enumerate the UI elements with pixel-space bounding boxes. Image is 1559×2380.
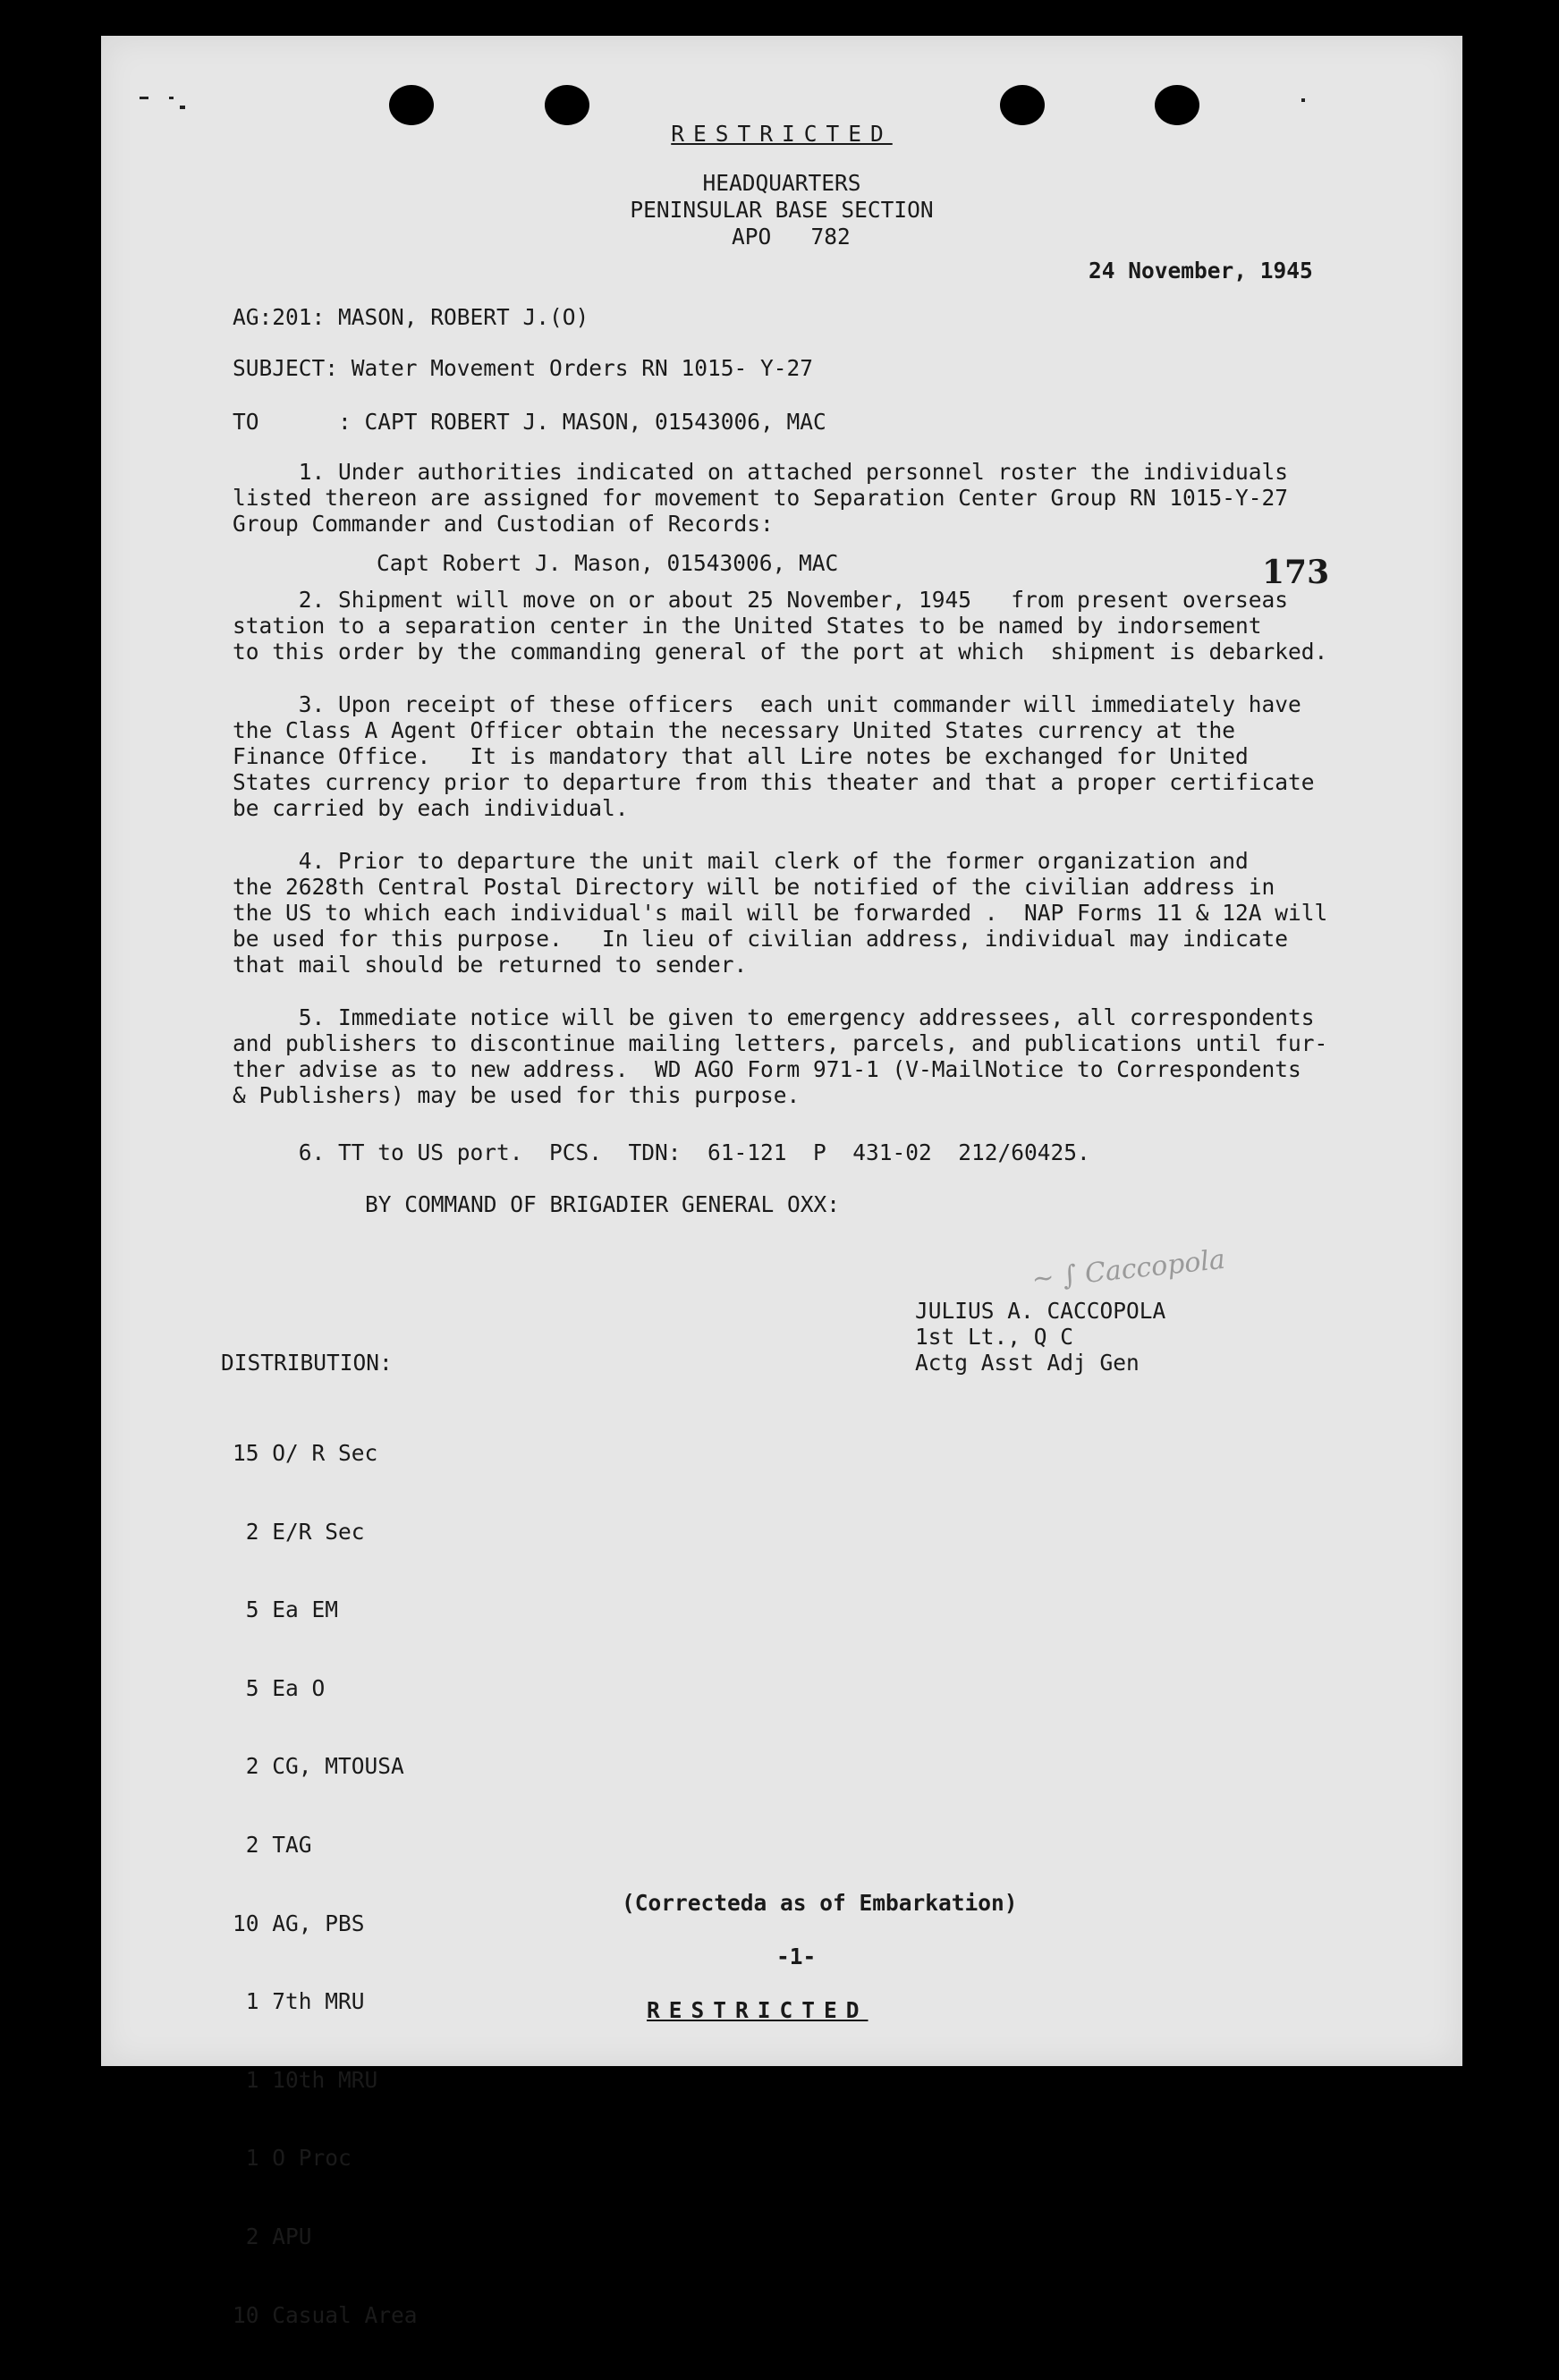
distribution-row: 2 E/R Sec bbox=[233, 1518, 365, 1545]
classification-top: RESTRICTED bbox=[671, 121, 893, 147]
punch-hole bbox=[389, 85, 434, 125]
paragraph-2-line: to this order by the commanding general of the port at which shipment is debarked. bbox=[233, 639, 1328, 665]
signer-title: Actg Asst Adj Gen bbox=[915, 1350, 1140, 1376]
paragraph-3-line: 3. Upon receipt of these officers each unit commander will immediately have bbox=[233, 691, 1301, 717]
speck bbox=[169, 97, 174, 99]
speck bbox=[140, 97, 148, 99]
paragraph-3-line: States currency prior to departure from this theater and that a proper certificate bbox=[233, 769, 1315, 795]
distribution-row: 1 7th MRU bbox=[233, 1988, 365, 2015]
correction-note: (Correctedа as of Embarkation) bbox=[622, 1890, 1018, 1916]
signer-name: JULIUS A. CACCOPOLA bbox=[915, 1298, 1166, 1324]
document-page bbox=[101, 36, 1462, 2328]
distribution-row: 2 CG, MTOUSA bbox=[233, 1753, 404, 1780]
punch-hole bbox=[1155, 85, 1199, 125]
punch-hole bbox=[545, 85, 589, 125]
speck bbox=[1301, 98, 1305, 102]
paragraph-6-line: 6. TT to US port. PCS. TDN: 61-121 P 431-02 212/60425. bbox=[233, 1139, 1090, 1165]
custodian-name: Capt Robert J. Mason, 01543006, MAC bbox=[377, 550, 839, 576]
header-line-3: APO 782 bbox=[732, 224, 851, 250]
distribution-row: 10 Casual Area bbox=[233, 2301, 418, 2328]
classification-bottom: RESTRICTED bbox=[647, 1997, 868, 2023]
header-line-1: HEADQUARTERS bbox=[702, 170, 861, 196]
distribution-heading: DISTRIBUTION: bbox=[221, 1350, 393, 1376]
paragraph-2-line: 2. Shipment will move on or about 25 November, 1945 from present overseas bbox=[233, 587, 1289, 613]
paragraph-4-line: the 2628th Central Postal Directory will be notified of the civilian address in bbox=[233, 874, 1275, 900]
distribution-row: 10 AG, PBS bbox=[233, 1910, 365, 1936]
ag-reference: AG:201: MASON, ROBERT J.(O) bbox=[233, 304, 589, 330]
page-stamp-number: 173 bbox=[1262, 554, 1330, 591]
to-line: TO : CAPT ROBERT J. MASON, 01543006, MAC bbox=[233, 409, 826, 435]
punch-hole bbox=[1000, 85, 1045, 125]
distribution-row: 2 TAG bbox=[233, 1831, 312, 1858]
distribution-list bbox=[233, 1388, 418, 2380]
command-line: BY COMMAND OF BRIGADIER GENERAL OXX: bbox=[365, 1191, 841, 1217]
paragraph-4-line: be used for this purpose. In lieu of civilian address, individual may indicate bbox=[233, 926, 1289, 952]
paragraph-1-line: Group Commander and Custodian of Records: bbox=[233, 511, 774, 537]
handwritten-signature: ~ ∫ ﻿Caccopola bbox=[1029, 1243, 1227, 1296]
paragraph-3-line: Finance Office. It is mandatory that all Lire notes be exchanged for United bbox=[233, 743, 1249, 769]
paragraph-3-line: be carried by each individual. bbox=[233, 795, 629, 821]
paragraph-4-line: 4. Prior to departure the unit mail clerk of the former organization and bbox=[233, 848, 1249, 874]
paragraph-1-line: listed thereon are assigned for movement to Separation Center Group RN 1015-Y-27 bbox=[233, 485, 1289, 511]
subject-line: SUBJECT: Water Movement Orders RN 1015- Y-27 bbox=[233, 355, 814, 381]
paragraph-5-line: 5. Immediate notice will be given to emergency addressees, all correspondents bbox=[233, 1004, 1315, 1030]
distribution-row: 2 APU bbox=[233, 2223, 312, 2249]
speck bbox=[180, 106, 185, 109]
paragraph-4-line: that mail should be returned to sender. bbox=[233, 952, 748, 978]
paragraph-5-line: ther advise as to new address. WD AGO Form 971-1 (V-MailNotice to Correspondents bbox=[233, 1056, 1301, 1082]
paragraph-5-line: and publishers to discontinue mailing letters, parcels, and publications until fur- bbox=[233, 1030, 1328, 1056]
paragraph-4-line: the US to which each individual's mail will be forwarded . NAP Forms 11 & 12A will bbox=[233, 900, 1328, 926]
distribution-row: 5 Ea EM bbox=[233, 1597, 339, 1623]
paragraph-2-line: station to a separation center in the United States to be named by indorsement bbox=[233, 613, 1262, 639]
distribution-row: 5 Ea O bbox=[233, 1674, 326, 1701]
paragraph-3-line: the Class A Agent Officer obtain the necessary United States currency at the bbox=[233, 717, 1236, 743]
header-line-2: PENINSULAR BASE SECTION bbox=[630, 197, 934, 223]
distribution-row: 1 10th MRU bbox=[233, 2066, 378, 2093]
signer-rank: 1st Lt., Q C bbox=[915, 1324, 1074, 1350]
page-number: -1- bbox=[776, 1944, 817, 1969]
paragraph-1-line: 1. Under authorities indicated on attached personnel roster the individuals bbox=[233, 459, 1289, 485]
distribution-row: 1 O Proc bbox=[233, 2145, 352, 2172]
distribution-row: 15 O/ R Sec bbox=[233, 1440, 378, 1466]
document-date: 24 November, 1945 bbox=[1089, 258, 1313, 284]
paragraph-5-line: & Publishers) may be used for this purpose. bbox=[233, 1082, 801, 1108]
